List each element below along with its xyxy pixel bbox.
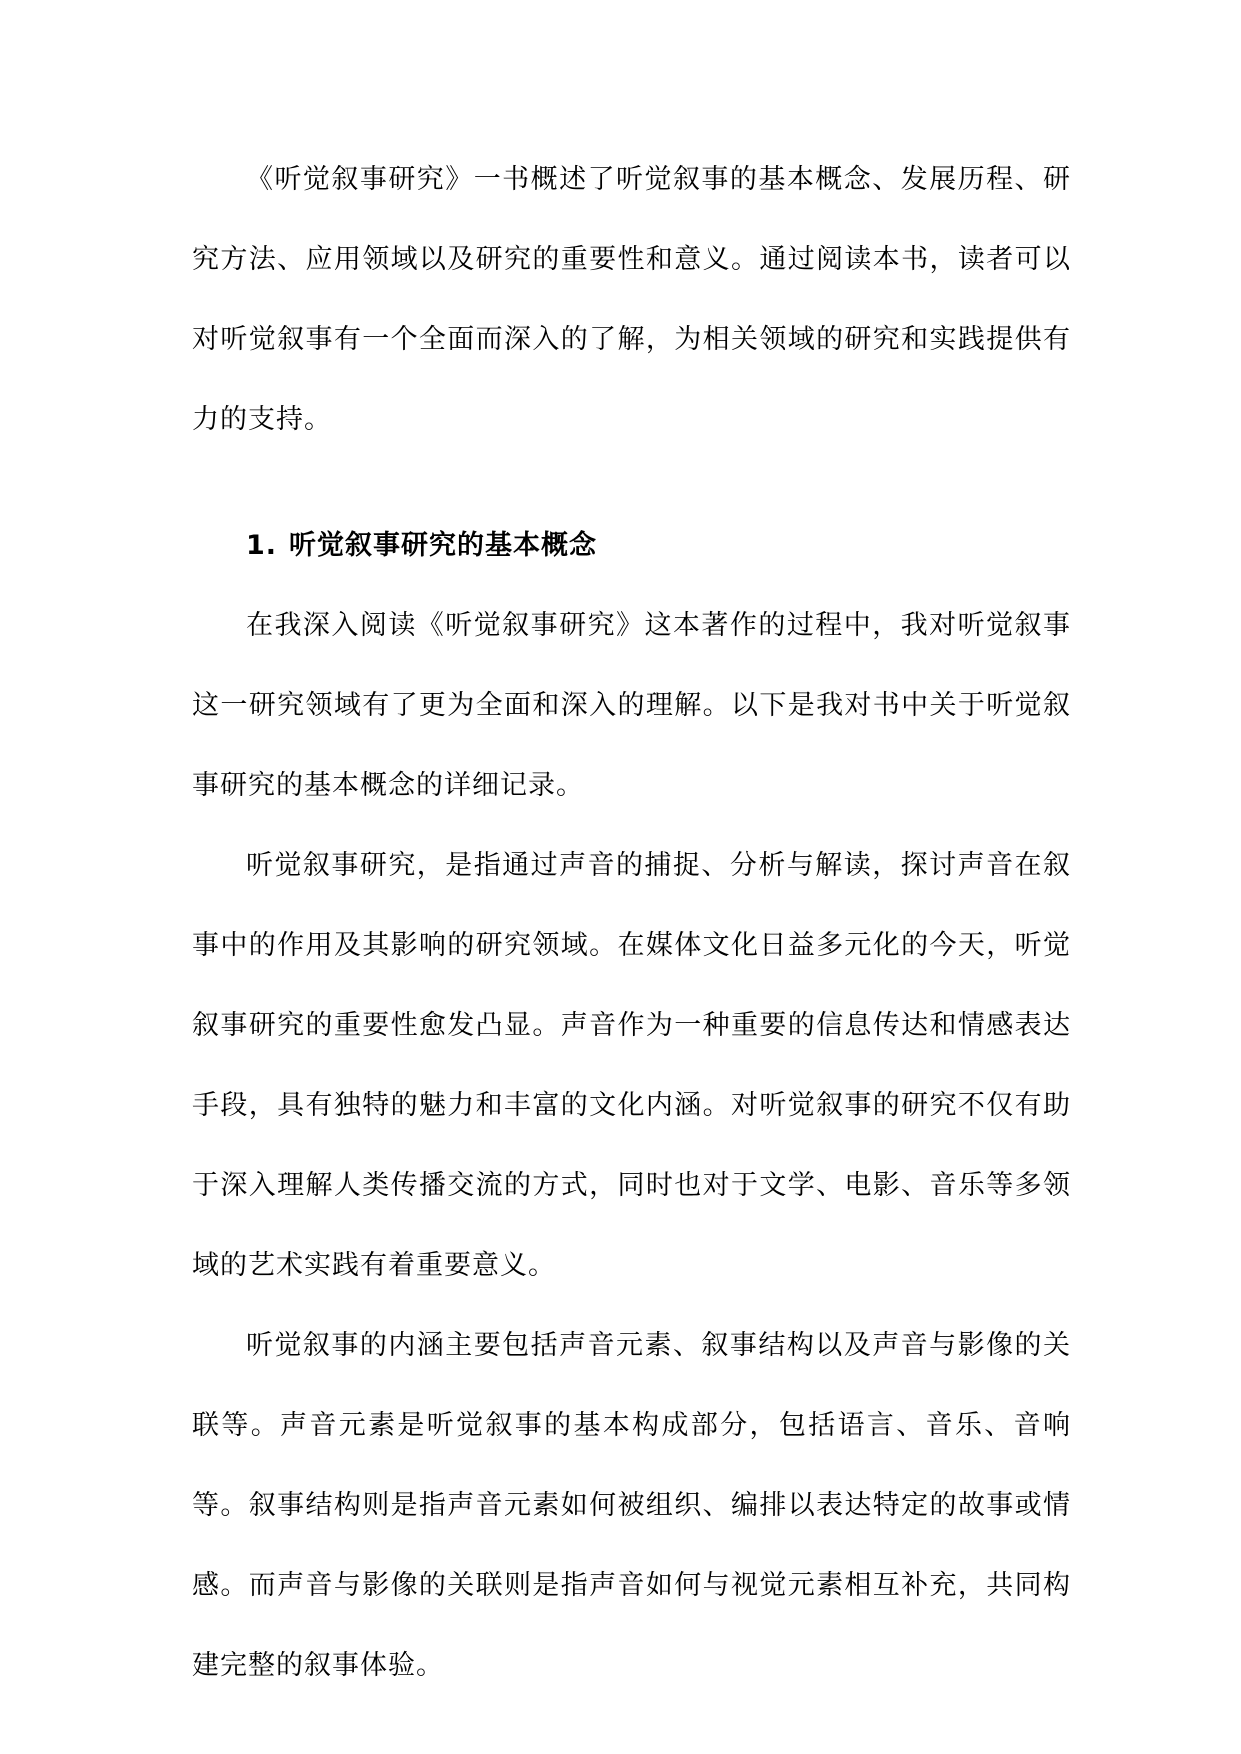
body-paragraph: 在我深入阅读《听觉叙事研究》这本著作的过程中，我对听觉叙事这一研究领域有了更为全面和深入的理解。以下是我对书中关于听觉叙事研究的基本概念的详细记录。 — [192, 610, 1071, 801]
section-title: 听觉叙事研究的基本概念 — [289, 530, 598, 561]
section-number: 1. — [246, 530, 278, 561]
body-paragraph: 听觉叙事的内涵主要包括声音元素、叙事结构以及声音与影像的关联等。声音元素是听觉叙事的基本构成部分，包括语言、音乐、音响等。叙事结构则是指声音元素如何被组织、编排以表达特定的故事或情感。而声音与影像的关联则是指声音如何与视觉元素相互补充，共同构建完整的叙事体验。 — [192, 1330, 1071, 1681]
intro-paragraph: 《听觉叙事研究》一书概述了听觉叙事的基本概念、发展历程、研究方法、应用领域以及研究的重要性和意义。通过阅读本书，读者可以对听觉叙事有一个全面而深入的了解，为相关领域的研究和实践提供有力的支持。 — [192, 164, 1071, 435]
section-heading — [246, 506, 1071, 586]
body-paragraph: 听觉叙事研究，是指通过声音的捕捉、分析与解读，探讨声音在叙事中的作用及其影响的研究领域。在媒体文化日益多元化的今天，听觉叙事研究的重要性愈发凸显。声音作为一种重要的信息传达和情感表达手段，具有独特的魅力和丰富的文化内涵。对听觉叙事的研究不仅有助于深入理解人类传播交流的方式，同时也对于文学、电影、音乐等多领域的艺术实践有着重要意义。 — [192, 850, 1071, 1281]
